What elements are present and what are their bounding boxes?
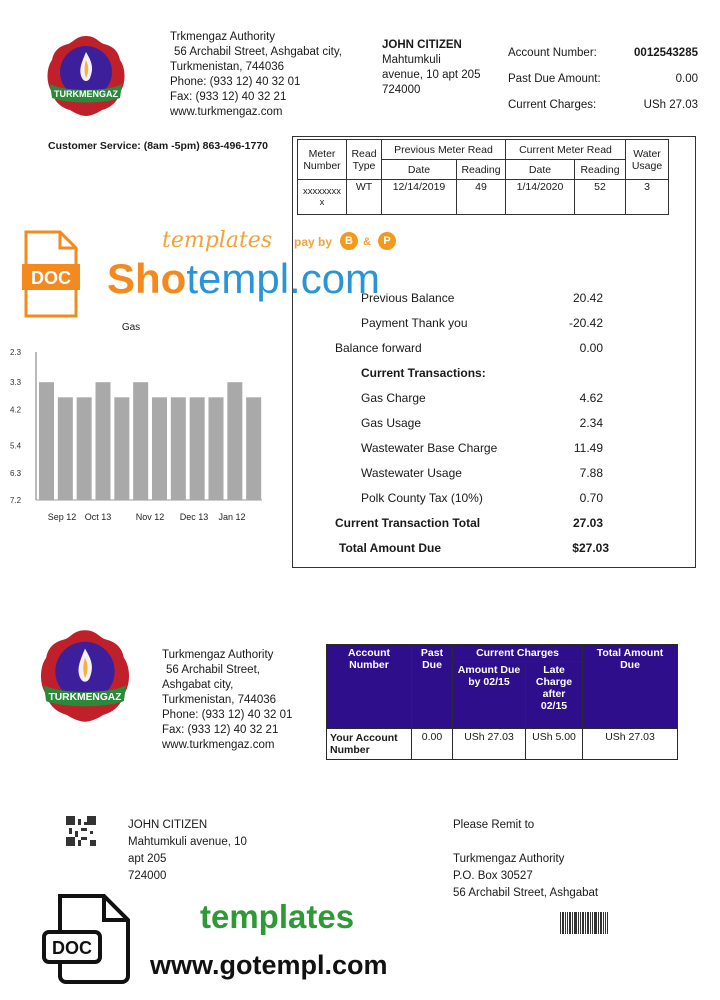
- gas-usage-chart: [0, 318, 270, 533]
- list-item: [293, 487, 695, 512]
- charges-list: [293, 287, 695, 562]
- gas-usage-value: 2.34: [579, 416, 603, 430]
- read-type-cell: WT: [347, 180, 382, 215]
- total-due-label: Total Amount Due: [339, 541, 441, 555]
- current-transactions-label: Current Transactions:: [361, 366, 486, 380]
- chart-bar: [96, 382, 111, 500]
- watermark-templates: templates: [162, 228, 273, 253]
- stub-company-phone: Phone: (933 12) 40 32 01: [162, 709, 293, 721]
- logo-text: TURKMENGAZ: [54, 89, 118, 99]
- stub-past-due-cell: 0.00: [412, 729, 453, 760]
- watermark-templates-green: templates: [200, 898, 355, 935]
- read-type-header: Read Type: [347, 140, 382, 180]
- gas-charge-value: 4.62: [579, 391, 603, 405]
- transaction-total-label: Current Transaction Total: [335, 516, 481, 530]
- previous-read-header: Previous Meter Read: [382, 140, 506, 160]
- chart-title: Gas: [121, 322, 141, 333]
- bitcoin-icon: B: [340, 232, 358, 250]
- wastewater-base-label: Wastewater Base Charge: [361, 441, 498, 455]
- remit-title: Please Remit to: [453, 819, 535, 831]
- doc-icon-label: DOC: [31, 268, 71, 288]
- stub-company-street1: 56 Archabil Street,: [166, 664, 260, 676]
- stub-company-name: Turkmengaz Authority: [162, 649, 274, 661]
- chart-bar: [190, 397, 205, 500]
- table-row: [298, 180, 669, 215]
- payer-line3: 724000: [128, 870, 167, 882]
- doc-file-icon: [22, 228, 80, 320]
- stub-total-due-header: Total Amount Due: [583, 645, 678, 729]
- county-tax-label: Polk County Tax (10%): [361, 491, 483, 505]
- list-item: [293, 462, 695, 487]
- remit-address: [453, 817, 598, 902]
- x-tick-label: Dec 13: [179, 512, 209, 522]
- y-tick-label: 4.2: [10, 405, 22, 415]
- water-usage-cell: 3: [626, 180, 669, 215]
- customer-line3: 724000: [382, 84, 421, 96]
- y-tick-label: 6.3: [10, 468, 22, 478]
- turkmengaz-logo-stub: [36, 628, 134, 724]
- y-tick-label: 3.3: [10, 378, 22, 388]
- chart-bar: [246, 397, 261, 500]
- stub-current-charges-header: Current Charges: [453, 645, 583, 662]
- remit-street: 56 Archabil Street, Ashgabat: [453, 887, 599, 899]
- list-item: [293, 412, 695, 437]
- current-charges-label: Current Charges:: [508, 99, 597, 111]
- x-tick-label: Oct 13: [84, 512, 112, 522]
- prev-reading-cell: 49: [457, 180, 506, 215]
- balance-forward-value: 0.00: [579, 341, 603, 355]
- stub-amount-due-header: Amount Due by 02/15: [453, 662, 526, 729]
- list-item: [293, 537, 695, 562]
- account-values: [600, 40, 698, 118]
- stub-company-address: [162, 648, 292, 753]
- chart-bar: [209, 397, 224, 500]
- wastewater-usage-label: Wastewater Usage: [361, 466, 462, 480]
- company-fax: Fax: (933 12) 40 32 21: [170, 91, 287, 103]
- watermark-amp: &: [363, 236, 371, 248]
- total-due-value: $27.03: [572, 541, 609, 555]
- list-item: [293, 362, 695, 387]
- watermark-shotempl: [107, 255, 380, 303]
- stub-company-website[interactable]: www.turkmengaz.com: [162, 739, 275, 751]
- payer-line1: Mahtumkuli avenue, 10: [128, 836, 247, 848]
- balance-forward-label: Balance forward: [335, 341, 422, 355]
- y-tick-label: 7.2: [10, 496, 22, 505]
- company-name: Trkmengaz Authority: [170, 31, 276, 43]
- remit-box: P.O. Box 30527: [453, 870, 533, 882]
- qr-code-icon: [66, 816, 96, 846]
- account-number-value: 0012543285: [634, 47, 698, 59]
- wastewater-base-value: 11.49: [573, 441, 603, 455]
- chart-bar: [39, 382, 54, 500]
- company-website[interactable]: www.turkmengaz.com: [170, 106, 283, 118]
- list-item: [293, 312, 695, 337]
- doc-icon-label-large: DOC: [52, 938, 92, 958]
- payment-coin-icon: P: [378, 232, 396, 250]
- company-address: [170, 30, 342, 120]
- curr-reading-cell: 52: [575, 180, 626, 215]
- chart-bar: [58, 397, 73, 500]
- prev-reading-header: Reading: [457, 160, 506, 180]
- water-usage-header: Water Usage: [626, 140, 669, 180]
- chart-bar: [227, 382, 242, 500]
- company-street: 56 Archabil Street, Ashgabat city,: [174, 46, 342, 58]
- meter-number-cell: xxxxxxxx x: [298, 180, 347, 215]
- payer-line2: apt 205: [128, 853, 167, 865]
- meter-number-header: Meter Number: [298, 140, 347, 180]
- y-tick-label: 5.4: [10, 441, 22, 451]
- past-due-value: 0.00: [675, 73, 698, 85]
- stub-company-fax: Fax: (933 12) 40 32 21: [162, 724, 279, 736]
- payment-value: -20.42: [568, 316, 603, 330]
- x-tick-label: Sep 12: [47, 512, 77, 522]
- customer-address: [382, 38, 480, 98]
- stub-amount-due-cell: USh 27.03: [453, 729, 526, 760]
- payer-name: JOHN CITIZEN: [128, 819, 208, 831]
- stub-total-due-cell: USh 27.03: [583, 729, 678, 760]
- payer-address: [128, 817, 247, 885]
- company-phone: Phone: (933 12) 40 32 01: [170, 76, 301, 88]
- barcode-icon: [560, 912, 608, 934]
- chart-bar: [133, 382, 148, 500]
- watermark-pay-by: pay by: [294, 235, 333, 249]
- stub-late-charge-header: Late Charge after 02/15: [526, 662, 583, 729]
- customer-line2: avenue, 10 apt 205: [382, 69, 481, 81]
- watermark-sho: Sho: [107, 255, 187, 302]
- y-tick-label: 2.3: [10, 348, 22, 357]
- chart-bar: [114, 397, 129, 500]
- chart-bar: [171, 397, 186, 500]
- chart-bar: [152, 397, 167, 500]
- customer-line1: Mahtumkuli: [382, 54, 441, 66]
- gas-usage-label: Gas Usage: [361, 416, 422, 430]
- table-row: [327, 729, 678, 760]
- doc-file-icon-large: [42, 892, 132, 986]
- account-labels: [508, 40, 601, 118]
- stub-account-cell: Your Account Number: [327, 729, 412, 760]
- transaction-total-value: 27.03: [572, 516, 603, 530]
- payment-stub-table: [326, 644, 678, 760]
- stub-company-city: Turkmenistan, 744036: [162, 694, 277, 706]
- list-item: [293, 387, 695, 412]
- x-tick-label: Jan 12: [218, 512, 246, 522]
- remit-name: Turkmengaz Authority: [453, 853, 565, 865]
- previous-balance-value: 20.42: [572, 291, 603, 305]
- logo-text: TURKMENGAZ: [48, 692, 122, 703]
- list-item: [293, 512, 695, 537]
- list-item: [293, 437, 695, 462]
- payment-label: Payment Thank you: [361, 316, 468, 330]
- wastewater-usage-value: 7.88: [579, 466, 603, 480]
- past-due-label: Past Due Amount:: [508, 73, 601, 85]
- curr-reading-header: Reading: [575, 160, 626, 180]
- bill-summary-box: [292, 136, 696, 568]
- stub-late-charge-cell: USh 5.00: [526, 729, 583, 760]
- watermark-gotempl-url[interactable]: www.gotempl.com: [150, 950, 388, 980]
- prev-date-header: Date: [382, 160, 457, 180]
- x-tick-label: Nov 12: [135, 512, 165, 522]
- company-city: Turkmenistan, 744036: [170, 61, 285, 73]
- watermark-sho-rest: templ.com: [186, 255, 381, 302]
- gas-charge-label: Gas Charge: [361, 391, 426, 405]
- customer-service-line: Customer Service: (8am -5pm) 863-496-1770: [48, 140, 269, 152]
- customer-name: JOHN CITIZEN: [382, 39, 462, 51]
- curr-date-cell: 1/14/2020: [506, 180, 575, 215]
- account-number-label: Account Number:: [508, 47, 597, 59]
- curr-date-header: Date: [506, 160, 575, 180]
- current-charges-value: USh 27.03: [643, 99, 698, 111]
- turkmengaz-logo: [44, 34, 128, 118]
- meter-table: [297, 139, 669, 215]
- list-item: [293, 337, 695, 362]
- stub-account-header: Account Number: [327, 645, 412, 729]
- stub-past-due-header: Past Due: [412, 645, 453, 729]
- current-read-header: Current Meter Read: [506, 140, 626, 160]
- county-tax-value: 0.70: [579, 491, 603, 505]
- prev-date-cell: 12/14/2019: [382, 180, 457, 215]
- stub-company-street2: Ashgabat city,: [162, 679, 234, 691]
- previous-balance-label: Previous Balance: [361, 291, 455, 305]
- chart-bar: [77, 397, 92, 500]
